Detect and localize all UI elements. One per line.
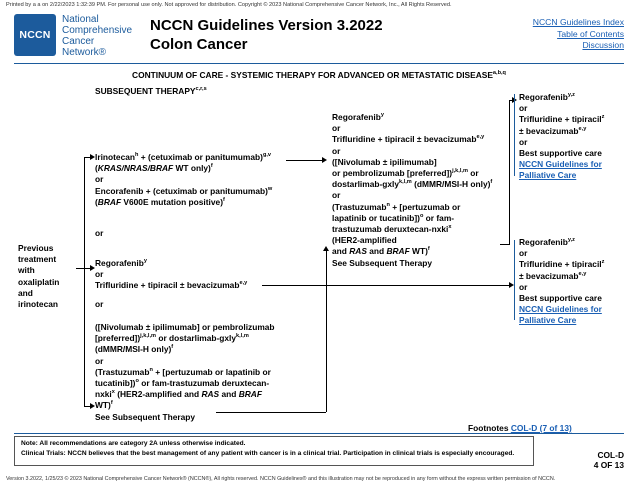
print-notice: Printed by a a on 2/22/2023 1:32:39 PM. For personal use only. Not approved for distribution. Copyright © 2023 National Comprehensive Cancer Network, Inc., All Rights Reserved. [6,2,452,8]
or-connector: or [95,228,104,238]
connector-line [76,268,84,269]
footnotes-link[interactable]: COL-D (7 of 13) [510,423,572,433]
logo-mark: NCCN [14,14,56,56]
regorafenib-option-block: Regorafenib$^y$ or Trifluridine + tipiracil ± bevacizumab$^{e,y}$ [95,258,248,291]
irinotecan-option-block: Irinotecan$^h$ + (cetuximab or panitumumab)$^{g,v}$ (KRAS/NRAS/BRAF WT only)$^f$ or Encorafenib + (cetuximab or panitumumab)$^w$ (BRAF V600E mutation positive)$^f$ [95,152,273,207]
logo-text-line: Comprehensive [62,25,133,36]
connector-line [262,285,510,286]
discussion-link[interactable]: Discussion [582,40,624,50]
title-version: NCCN Guidelines Version 3.2022 [150,17,383,34]
connector-line [500,244,509,245]
blue-accent-bar [514,240,515,320]
header-divider [14,63,624,64]
subsection-heading: SUBSEQUENT THERAPY$^{c,r,s}$ [95,86,207,96]
note-clinical-trials: Clinical Trials: NCCN believes that the best management of any patient with cancer is in a clinical trial. Participation in clinical trials is especially encouraged. [21,450,515,457]
palliative-care-link[interactable]: NCCN Guidelines for [519,159,602,170]
third-line-options-block-bottom: Regorafenib$^{y,z}$ or Trifluridine + tipiracil$^z$ ± bevacizumab$^{e,y}$ or Best supportive care NCCN Guidelines for Palliative Care [519,237,605,326]
bracket-line [84,157,85,406]
footnotes-reference: Footnotes COL-D (7 of 13) [468,423,572,433]
previous-treatment-label: Previous treatment with oxaliplatin and irinotecan [18,243,60,310]
connector-line [216,412,326,413]
recommendation-note [14,436,534,466]
version-copyright: Version 3.2022, 1/25/23 © 2023 National Comprehensive Cancer Network® (NCCN®), All rights reserved. NCCN Guidelines® and this illustration may not be reproduced in any form without the express written permission of NCCN. [6,476,556,482]
section-heading: CONTINUUM OF CARE - SYSTEMIC THERAPY FOR ADVANCED OR METASTATIC DISEASE$^{a,b,q}$ [132,70,506,80]
arrow-right-icon [322,157,327,163]
loop-line [326,250,327,412]
logo-text-line: Cancer [62,36,95,47]
page-title [150,16,383,54]
note-category: Note: All recommendations are category 2A unless otherwise indicated. [21,440,246,447]
arrow-up-icon [323,246,329,251]
footer-divider [14,433,624,434]
bracket-line [509,100,510,245]
palliative-care-link[interactable]: NCCN Guidelines for [519,304,602,315]
logo-text-line: Network® [62,47,107,58]
or-connector: or [95,299,104,309]
nccn-logo [14,14,133,60]
connector-line [286,160,323,161]
logo-text-line: National [62,14,99,25]
blue-accent-bar [514,94,515,176]
palliative-care-link[interactable]: Palliative Care [519,315,577,326]
title-cancer: Colon Cancer [150,36,248,53]
palliative-care-link[interactable]: Palliative Care [519,170,577,181]
immunotherapy-option-block: ([Nivolumab ± ipilimumab] or pembrolizumab [preferred])$^{j,k,l,m}$ or dostarlimab-gxly$^{k,l,m}$ (dMMR/MSI-H only)$^f$ or (Trastuzumab$^n$ + [pertuzumab or lapatinib or tucatinib])$^o$ or fam-trastuzumab deruxtecan- nxki$^x$ (HER2-amplified and RAS and BRAF WT)$^f$ See Subsequent Therapy [95,322,275,422]
table-of-contents-link[interactable]: Table of Contents [557,28,624,39]
third-line-options-block-top: Regorafenib$^{y,z}$ or Trifluridine + tipiracil$^z$ ± bevacizumab$^{e,y}$ or Best supportive care NCCN Guidelines for Palliative Care [519,92,605,181]
page-identifier: COL-D 4 OF 13 [593,450,624,470]
guidelines-index-link[interactable]: NCCN Guidelines Index [532,17,624,27]
second-line-options-block: Regorafenib$^y$ or Trifluridine + tipiracil ± bevacizumab$^{e,y}$ or ([Nivolumab ± ipilimumab] or pembrolizumab [preferred])$^{j,k,l,m}$ or dostarlimab-gxly$^{k,l,m}$ (dMMR/MSI-H only)$^f$ or (Trastuzumab$^n$ + [pertuzumab or lapatinib or tucatinib])$^o$ or fam- trastuzumab deruxtecan-nxki$^x$ (HER2-amplified and RAS and BRAF WT)$^f$ See Subsequent Therapy [332,112,493,268]
nav-links [533,17,624,52]
